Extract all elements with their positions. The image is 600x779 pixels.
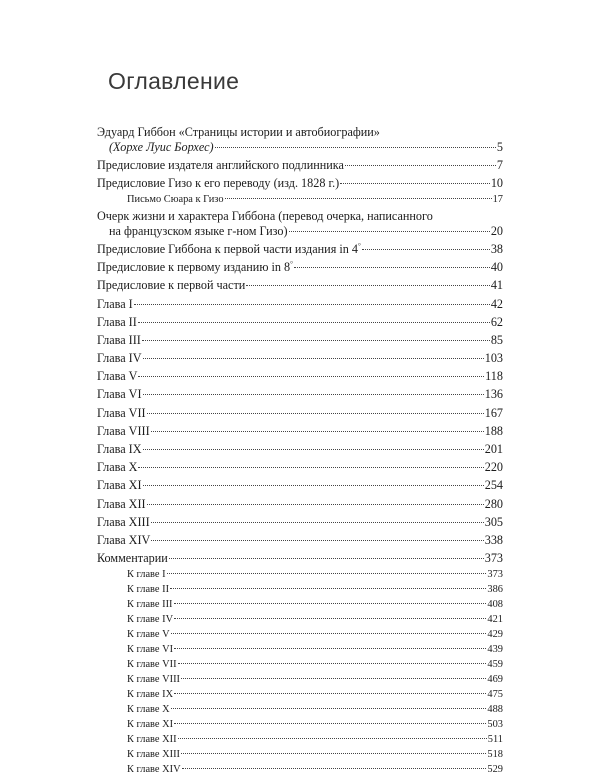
toc-entry-label [127,569,166,582]
toc-entry[interactable] [97,460,503,475]
dot-leader [181,753,486,754]
toc-entry-text: К главе IV [127,614,174,626]
toc-entry[interactable] [97,749,503,762]
dot-leader [340,183,490,184]
toc-entry-line [127,659,503,672]
toc-entry[interactable] [97,406,503,421]
dot-leader [151,540,483,541]
dot-leader [178,663,487,664]
toc-entry-label [127,674,180,687]
page-number: 459 [487,659,503,671]
toc-entry-label [97,478,142,493]
toc-entry-label [97,442,142,457]
toc-entry-text: Глава XIII [97,514,150,529]
page-number: 103 [484,351,503,366]
toc-entry-text: Глава III [97,332,141,347]
page-number: 17 [492,194,503,206]
page-number: 305 [484,514,503,529]
toc-entry[interactable] [97,333,503,348]
dot-leader [225,198,492,199]
page-number: 373 [487,569,503,581]
dot-leader [174,648,486,649]
toc-entry[interactable] [97,209,503,238]
toc-entry-label [127,704,170,717]
toc-entry-label [127,659,177,672]
toc-entry-text: Письмо Сюара к Гизо [127,194,224,206]
page-number: 201 [484,442,503,456]
toc-entry-label [127,644,173,657]
toc-entry-line [127,569,503,582]
page-number: 408 [487,599,503,611]
dot-leader [138,376,484,377]
toc-entry[interactable] [97,551,503,566]
toc-entry-line [97,497,503,512]
page-number: 254 [484,478,503,493]
toc-entry-label [97,551,168,566]
toc-entry-label [97,460,137,475]
toc-entry[interactable] [97,734,503,747]
toc-entry-line [97,176,503,191]
toc-entry-label [97,533,150,548]
toc-entry-label [97,424,150,439]
toc-entry-line [127,704,503,717]
toc-entry-text: Предисловие Гизо к его переводу (изд. 1828 г.) [97,175,340,190]
dot-leader [289,231,490,232]
toc-entry[interactable] [97,569,503,582]
page-number: 439 [487,644,503,656]
page-number: 20 [490,223,503,238]
dot-leader [143,394,484,395]
toc-entry-line [127,749,503,762]
toc-entry-text: Предисловие издателя английского подлинника [97,157,344,172]
table-of-contents [97,125,503,779]
page-number: 511 [487,734,503,746]
toc-entry-line [97,369,503,384]
dot-leader [151,522,484,523]
toc-entry-line [97,315,503,330]
dot-leader [294,267,490,268]
toc-entry-line [127,599,503,612]
toc-entry-text: К главе XIV [127,764,181,776]
toc-entry[interactable] [97,351,503,366]
toc-entry-label [127,599,173,612]
dot-leader [138,467,483,468]
dot-leader [174,618,486,619]
toc-entry-line: Эдуард Гиббон «Страницы истории и автобиографии» [97,125,380,139]
page-number: 40 [490,260,503,275]
dot-leader [345,165,496,166]
page-number: 220 [484,460,503,475]
toc-entry[interactable] [97,194,503,207]
toc-entry-line [97,533,503,548]
dot-leader [143,485,484,486]
toc-entry-text: Глава X [97,460,138,475]
toc-entry-label [97,315,137,330]
toc-entry-line [97,297,503,312]
page-number: 7 [496,157,503,172]
toc-entry[interactable] [97,515,503,530]
toc-entry-line [127,629,503,642]
toc-entry-line [97,442,503,457]
page-number: 373 [484,551,503,566]
page-number: 38 [490,241,503,256]
toc-entry-label [97,369,137,384]
toc-entry-line [97,242,503,257]
page-number: 518 [487,749,503,761]
toc-entry-line [97,260,503,275]
toc-entry-line [127,734,503,747]
page-number: 469 [487,674,503,686]
toc-entry-last-line [97,140,503,155]
toc-entry[interactable] [97,442,503,457]
toc-entry[interactable] [97,497,503,512]
toc-entry-label [97,406,146,421]
toc-entry-text: К главе VII [127,659,177,671]
page-number: 280 [484,496,503,511]
toc-entry-line [97,460,503,475]
page-number: 41 [490,278,503,293]
toc-entry-line [127,719,503,732]
toc-entry-label [127,194,224,207]
toc-entry-label: на французском языке г-ном Гизо) [109,223,288,238]
toc-entry-text: Глава I [97,296,133,311]
toc-entry-text: Глава V [97,369,138,384]
page-number: 529 [487,764,503,776]
page-number: 503 [487,719,503,731]
toc-entry-label [127,749,180,762]
toc-entry[interactable] [97,704,503,717]
toc-entry-label [127,734,177,747]
dot-leader [174,603,487,604]
toc-entry-line [127,689,503,702]
toc-entry-text: Предисловие Гиббона к первой части издания in 4 [97,241,358,256]
toc-entry-line [97,515,503,530]
toc-entry[interactable] [97,644,503,657]
toc-entry-line [97,551,503,566]
toc-entry-line [127,674,503,687]
toc-entry[interactable] [97,629,503,642]
toc-entry-line: Очерк жизни и характера Гиббона (перевод очерка, написанного [97,209,433,224]
toc-entry-text: К главе XI [127,719,174,731]
page-number: 62 [490,314,503,329]
toc-entry[interactable] [97,659,503,672]
dot-leader [178,738,487,739]
toc-entry-label [97,242,361,257]
dot-leader [174,693,486,694]
toc-entry-line [97,387,503,402]
toc-entry-label [97,278,245,293]
toc-entry-text: Глава VI [97,387,142,402]
dot-leader [246,285,490,286]
toc-entry[interactable] [97,315,503,330]
toc-entry-last-line [97,224,503,239]
toc-entry-label [127,689,173,702]
page-number: 118 [485,369,503,384]
page-number: 10 [490,175,503,190]
toc-entry-label [97,515,150,530]
toc-entry[interactable] [97,689,503,702]
dot-leader [174,723,486,724]
toc-entry[interactable] [97,614,503,627]
toc-entry-line [97,351,503,366]
toc-entry-line [97,333,503,348]
dot-leader [147,504,484,505]
dot-leader [147,413,484,414]
page-number: 421 [487,614,503,626]
dot-leader [143,358,484,359]
dot-leader [142,340,490,341]
dot-leader [169,558,484,559]
toc-entry[interactable] [97,176,503,191]
page-number: 42 [490,296,503,311]
toc-entry-label [97,176,339,191]
toc-entry-line [127,764,503,777]
toc-entry-text: Глава VII [97,405,146,420]
page-number: 475 [487,689,503,701]
dot-leader [138,322,490,323]
dot-leader [171,633,487,634]
dot-leader [171,708,487,709]
dot-leader [182,768,487,769]
toc-entry-label [97,497,146,512]
toc-entry-text: Глава II [97,314,137,329]
toc-entry[interactable] [97,424,503,439]
toc-entry[interactable] [97,260,503,275]
toc-entry-label [97,333,141,348]
toc-entry[interactable] [97,387,503,402]
page-number: 386 [487,584,503,596]
toc-entry-label [97,260,293,275]
toc-entry-line [97,478,503,493]
toc-entry-text: Глава IX [97,442,142,456]
toc-entry-label [127,584,169,597]
toc-entry-text: К главе VI [127,644,174,656]
toc-entry[interactable] [97,674,503,687]
toc-entry-text: Предисловие к первому изданию in 8 [97,260,291,275]
toc-entry-text: К главе XII [127,734,177,746]
toc-entry-label [97,158,344,173]
page-number: 136 [484,387,503,402]
toc-entry-label [127,719,173,732]
page-number: 488 [487,704,503,716]
toc-entry-text: К главе XIII [127,749,180,761]
page-number: 188 [484,423,503,438]
toc-entry[interactable] [97,297,503,312]
toc-entry-label: (Хорхе Луис Борхес) [109,139,214,154]
toc-entry-label [97,351,142,366]
page-number: 5 [496,139,503,154]
toc-entry[interactable] [97,369,503,384]
toc-entry-label [97,387,142,402]
toc-entry-text: Глава IV [97,351,142,366]
toc-entry-text: Глава XII [97,496,146,511]
toc-entry-line [127,614,503,627]
toc-entry-text: Предисловие к первой части [97,278,246,293]
toc-entry[interactable] [97,278,503,293]
dot-leader [167,573,487,574]
dot-leader [134,304,490,305]
page-number: 429 [487,629,503,641]
toc-entry[interactable] [97,158,503,173]
toc-entry-text: К главе X [127,704,170,716]
toc-entry[interactable] [97,242,503,257]
toc-entry-line [127,194,503,207]
toc-entry-line [127,584,503,597]
toc-entry-label [127,764,181,777]
toc-entry-label [97,297,133,312]
toc-entry[interactable] [97,533,503,548]
page-number: 338 [484,532,503,547]
page-number: 85 [490,332,503,347]
toc-entry-text: К главе IX [127,689,174,701]
toc-entry-text: К главе II [127,584,170,596]
toc-entry-text: К главе VIII [127,674,180,686]
toc-entry-text: Глава XIV [97,532,151,547]
superscript-mark: ° [357,241,361,250]
toc-entry-line [97,278,503,293]
toc-entry-line [97,158,503,173]
toc-entry[interactable] [97,478,503,493]
dot-leader [181,678,486,679]
dot-leader [362,249,490,250]
dot-leader [170,588,486,589]
toc-entry-text: К главе I [127,569,166,581]
toc-entry[interactable] [97,125,503,154]
toc-entry-line [97,406,503,421]
toc-entry-text: Комментарии [97,551,168,566]
toc-entry[interactable] [97,719,503,732]
toc-entry-line [127,644,503,657]
toc-entry-text: Глава XI [97,478,142,493]
toc-entry-text: К главе V [127,629,170,641]
toc-entry-line [97,424,503,439]
superscript-mark: ° [290,260,293,269]
toc-entry-label [127,614,173,627]
toc-entry-label [127,629,170,642]
toc-entry[interactable] [97,764,503,777]
page-title: Оглавление [108,68,240,94]
toc-entry-text: К главе III [127,599,173,611]
toc-entry[interactable] [97,584,503,597]
dot-leader [151,431,484,432]
dot-leader [143,449,484,450]
dot-leader [215,147,496,148]
toc-entry-text: Глава VIII [97,423,150,438]
page-number: 167 [484,405,503,420]
toc-entry[interactable] [97,599,503,612]
